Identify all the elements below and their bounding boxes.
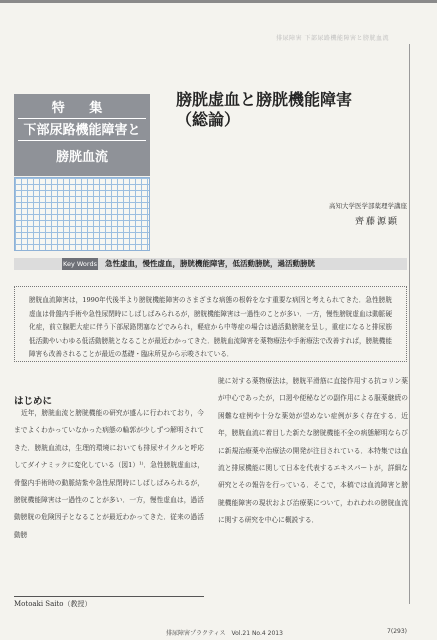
feature-tag: 特 集 <box>51 101 113 116</box>
author-name: 齊藤源顕 <box>354 217 399 227</box>
abstract-text: 膀胱血流障害は，1990年代後半より膀胱機能障害のさまざまな病態の根幹をなす重要な病因と考えられてきた．急性膀胱虚血は骨盤内手術や急性尿閉時にしばしばみられるが，膀胱機能障害は一過性のことが多い．一方，慢性膀胱虚血は動脈硬化症，前立腺肥大症に伴う下部尿路閉塞などでみられ，軽症から中等症の場合は過活動膀胱を呈し，重症になると排尿筋低活動やいわゆる低活動膀胱となることが最近わかってきた．膀胱血流障害を薬物療法や手術療法で改善すれば，膀胱機能障害も改善されることが最近の基礎・臨床所見から示唆されている． <box>29 296 392 359</box>
title-line-2: （総論） <box>176 110 241 129</box>
author-footnote: Motoaki Saito（教授） <box>14 600 92 608</box>
feature-series-title: 下部尿路機能障害と <box>23 123 141 138</box>
margin-rule <box>409 44 410 604</box>
article-title <box>176 90 352 130</box>
decorative-grid <box>14 177 150 251</box>
top-rule <box>0 0 437 3</box>
keywords-label: Key Words <box>63 260 97 268</box>
keywords-text: 急性虚血，慢性虚血，膀胱機能障害，低活動膀胱，過活動膀胱 <box>105 259 315 268</box>
body-column-left: 近年，膀胱血流と膀胱機能の研究が盛んに行われており，今までよくわかっていなかった病態の輪郭が少しずつ解明されてきた．膀胱血流は，生理的環境においても排尿サイクルと呼応してダイナミックに変化している（図1）¹⁾．急性膀胱虚血は，骨盤内手術時の動脈結紮や急性尿閉時にしばしばみられるが，膀胱機能障害は一過性のことが多い．一方，慢性虚血は，過活動膀胱の危険因子となることが最近わかってきた．従来の過活動膀 <box>14 409 204 539</box>
feature-banner <box>14 94 150 176</box>
author-affiliation: 高知大学医学部薬理学講座 <box>329 202 407 210</box>
bleed-through-text: 排尿障害 下部尿路機能障害と膀胱血流 <box>276 35 389 42</box>
banner-divider <box>18 140 146 141</box>
body-column-right: 胱に対する薬物療法は，膀胱平滑筋に直接作用する抗コリン薬が中心であったが，口渇や便秘などの副作用による服薬継続の困難な症例や十分な薬効が望めない症例が多く存在する．近年，膀胱血流に着目した新たな膀胱機能不全の病態解明ならびに新規治療薬や治療法の開発が注目されている．本特集では血流と排尿機能に関して日本を代表するエキスパートが，詳細な研究とその報告を行っている．そこで，本稿では血流障害と膀胱機能障害の現状および治療薬について，われわれの膀胱血流に関する研究を中心に概説する． <box>218 377 408 525</box>
footnote-rule <box>14 596 204 597</box>
title-line-1: 膀胱虚血と膀胱機能障害 <box>176 90 353 109</box>
feature-series-subtitle: 膀胱血流 <box>55 150 108 165</box>
abstract-box <box>14 286 407 362</box>
section-heading: はじめに <box>14 396 53 407</box>
journal-footer: 排尿障害プラクティス Vol.21 No.4 2013 <box>166 630 283 637</box>
page-number: 7(293) <box>387 628 407 635</box>
